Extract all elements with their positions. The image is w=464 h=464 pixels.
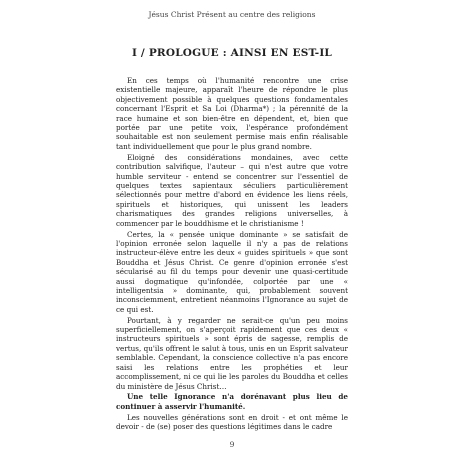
chapter-title: I / PROLOGUE : AINSI EN EST-IL xyxy=(131,47,333,59)
running-header: Jésus Christ Présent au centre des religions xyxy=(148,10,316,19)
body-text xyxy=(116,76,348,433)
paragraph-2: Eloigné des considérations mondaines, avec cette contribution salvifique, l'auteur – qui n'est autre que votre humble serviteur - entend se concentrer sur l'essentiel de quelques textes sapientaux séculiers particulièrement sélectionnés pour mettre d'abord en évidence les liens réels, spirituels et historiques, qui unissent les leaders charismatiques des grandes religions universelles, à commencer par le bouddhisme et le christianisme ! xyxy=(116,152,348,228)
paragraph-6: Les nouvelles générations sont en droit - et ont même le devoir - de (se) poser des questions légitimes dans le cadre xyxy=(116,412,348,432)
paragraph-1: En ces temps où l'humanité rencontre une crise existentielle majeure, apparaît l'heure de répondre le plus objectivement possible à quelques questions fondamentales concernant l'Esprit et Sa Loi (Dharma*) ; la pérennité de la race humaine et son bien-être en dépendent, et, bien que portée par une petite voix, l'espérance profondément souhaitable est non seulement permise mais enfin réalisable tant individuellement que pour le plus grand nombre. xyxy=(116,76,348,151)
paragraph-3: Certes, la « pensée unique dominante » se satisfait de l'opinion erronée selon laquelle il n'y a pas de relations instructeur-élève entre les deux « guides spirituels » que sont Bouddha et Jésus Christ. Ce genre d'opinion erronée s'est sécularisé au fil du temps pour devenir une quasi-certitude aussi dogmatique qu'infondée, colportée par une « intelligentsia » dominante, qui, probablement souvent inconsciemment, entretient néanmoins l'Ignorance au sujet de ce qui est. xyxy=(116,229,348,314)
paragraph-5-bold: Une telle Ignorance n'a dorénavant plus lieu de continuer à asservir l'humanité. xyxy=(116,392,348,411)
page-number: 9 xyxy=(229,440,235,449)
paragraph-4: Pourtant, à y regarder ne serait-ce qu'un peu moins superficiellement, on s'aperçoit rapidement que ces deux « instructeurs spirituels » sont épris de sagesse, remplis de vertus, qu'ils offrent le salut à tous, unis en un Esprit salvateur semblable. Cependant, la conscience collective n'a pas encore saisi les relations entre les prophéties et leur accomplissement, ni ce qui lie les paroles du Bouddha et celles du ministère de Jésus Christ… xyxy=(116,315,348,391)
